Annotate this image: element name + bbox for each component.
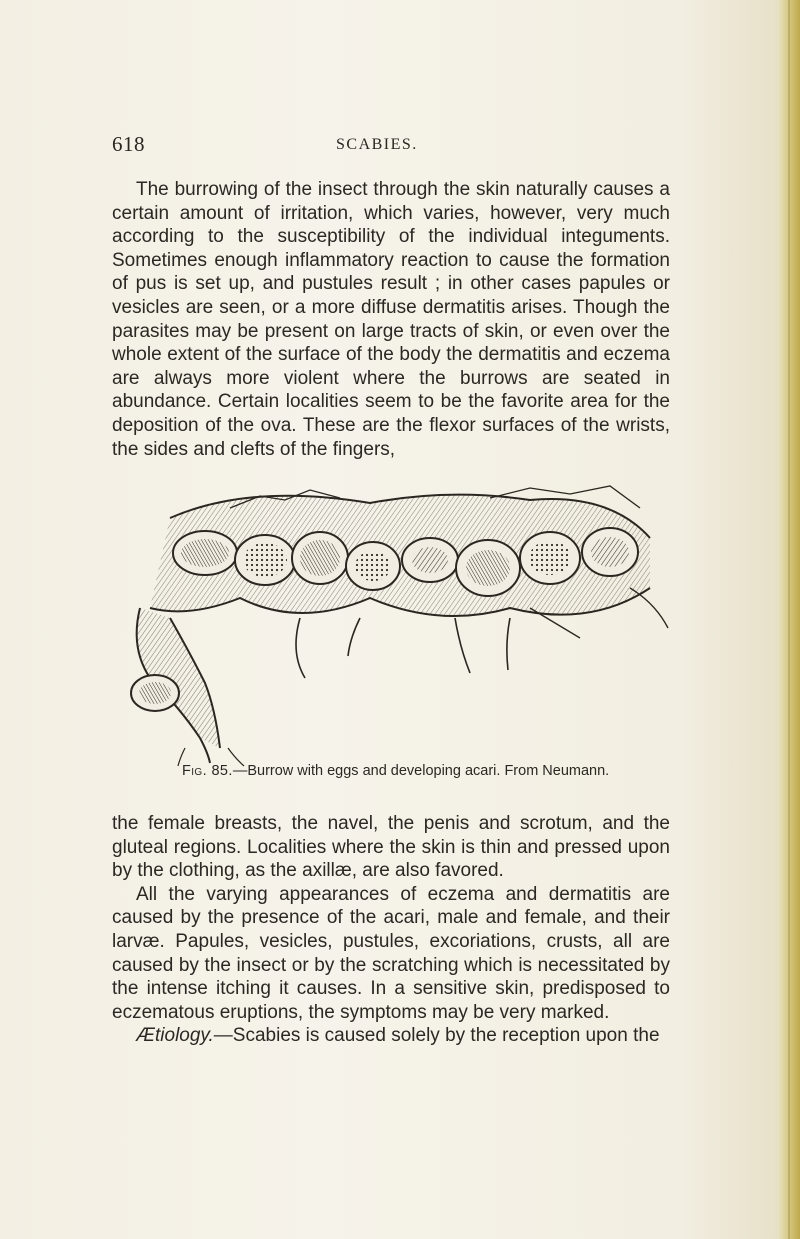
- etiology-text: —Scabies is caused solely by the reception upon the: [213, 1025, 660, 1047]
- paragraph-burrowing-continued: the female breasts, the navel, the penis and scrotum, and the gluteal regions. Localities where the skin is thin and pressed upon by the clothing, as the axillæ, are also favored.: [112, 813, 670, 882]
- running-title: SCABIES.: [336, 136, 418, 153]
- figure-85: [110, 478, 670, 768]
- burrow-engraving-icon: [110, 478, 670, 768]
- paragraph-eczema: All the varying appearances of eczema and dermatitis are caused by the presence of the acari, male and female, and their larvæ. Papules, vesicles, pustules, excoriations, crusts, all are caused by the insect or by the scratching which is necessitated by the intense itching it causes. In a sensitive skin, predisposed to eczematous eruptions, the symptoms may be very marked.: [112, 883, 670, 1023]
- paragraph-burrowing: The burrowing of the insect through the skin naturally causes a certain amount of irritation, which varies, however, very much according to the susceptibility of the individual integuments. Sometimes enough inflammatory reaction to cause the formation of pus is set up, and pustules result ; in other cases papules or vesicles are seen, or a more diffuse dermatitis arises. Though the parasites may be present on large tracts of skin, or even over the whole extent of the surface of the body the dermatitis and eczema are always more violent where the burrows are seated in abundance. Certain localities seem to be the favorite area for the deposition of the ova. These are the flexor surfaces of the wrists, the sides and clefts of the fingers,: [112, 179, 670, 460]
- figure-caption: [182, 763, 682, 779]
- figure-label: Fig. 85.: [182, 763, 233, 779]
- body-text-top: [112, 178, 670, 461]
- body-text-bottom: [112, 812, 670, 1048]
- figure-caption-text: —Burrow with eggs and developing acari. From Neumann.: [232, 763, 610, 779]
- running-head: [112, 132, 672, 162]
- etiology-heading: Ætiology.: [136, 1025, 214, 1047]
- paragraph-etiology: [112, 1024, 670, 1048]
- page-number: 618: [112, 132, 145, 156]
- page-edge-line: [788, 0, 790, 1239]
